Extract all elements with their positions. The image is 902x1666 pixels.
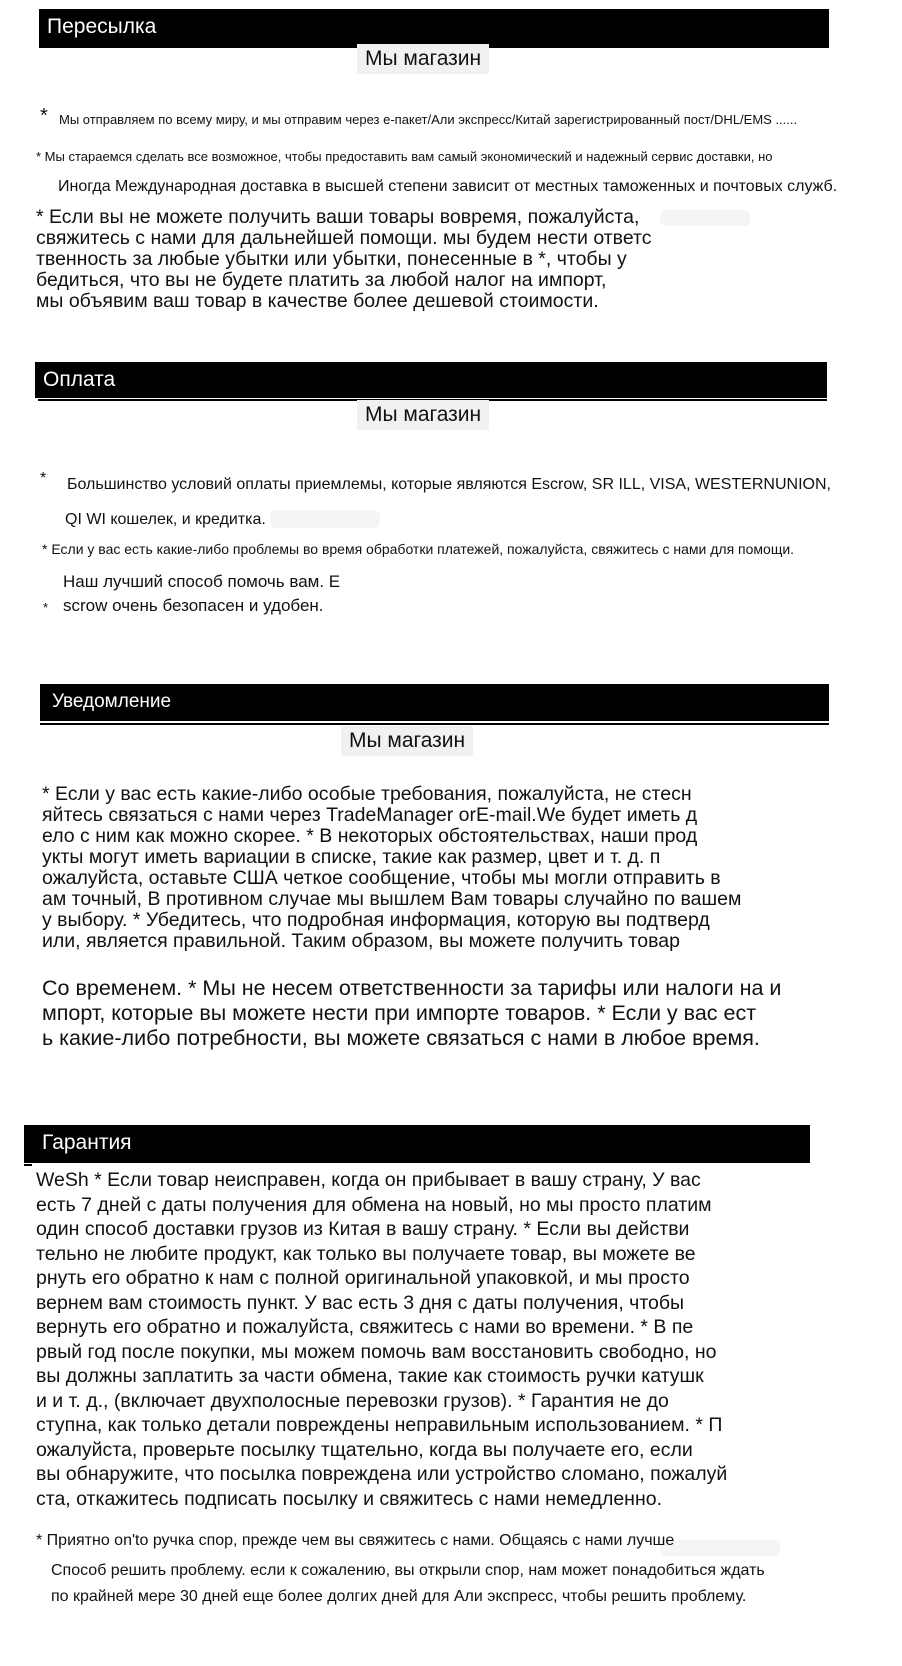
payment-line-2: QI WI кошелек, и кредитка. [65, 511, 266, 528]
text-line: тельно не любите продукт, как только вы получаете товар, вы можете ве [36, 1242, 696, 1265]
section-header-notice [40, 684, 829, 721]
text-line: один способ доставки грузов из Китая в вашу страну. * Если вы действи [36, 1218, 690, 1240]
section-header-guarantee [24, 1125, 810, 1163]
text-line: WeSh * Если товар неисправен, когда он прибывает в вашу страну, У вас [36, 1169, 701, 1191]
guarantee-line-1: * Приятно on'to ручка спор, прежде чем вы свяжитесь с нами. Общаясь с нами лучше [36, 1532, 675, 1549]
payment-line-5: scrow очень безопасен и удобен. [63, 596, 324, 615]
text-line: * Если вы не можете получить ваши товары вовремя, пожалуйста, [36, 206, 640, 228]
section-header-payment [35, 362, 827, 398]
payment-line-1: Большинство условий оплаты приемлемы, которые являются Escrow, SR ILL, VISA, WESTERNUNION, [67, 476, 831, 493]
guarantee-title: Гарантия [42, 1131, 132, 1154]
text-line: мы объявим ваш товар в качестве более дешевой стоимости. [36, 290, 599, 312]
shipping-line-1: Мы отправляем по всему миру, и мы отправим через е-пакет/Али экспресс/Китай зарегистрированный пост/DHL/EMS ...... [59, 112, 798, 127]
shipping-paragraph [36, 207, 651, 312]
text-line: вернем вам стоимость пункт. У вас есть 3 дня с даты получения, чтобы [36, 1291, 685, 1314]
shop-label: Мы магазин [357, 44, 489, 74]
payment-line-3: * Если у вас есть какие-либо проблемы во время обработки платежей, пожалуйста, свяжитесь с нами для помощи. [42, 541, 795, 557]
text-line: и и т. д., (включает двухполосные перевозки грузов). * Гарантия не до [36, 1389, 669, 1412]
text-line: бедиться, что вы не будете платить за любой налог на импорт, [36, 269, 607, 291]
divider [40, 723, 829, 725]
notice-paragraph-1 [42, 784, 741, 952]
text-line: вы должны заплатить за части обмена, такие как стоимость ручки катушк [36, 1365, 704, 1387]
shipping-line-2: * Мы стараемся сделать все возможное, чтобы предоставить вам самый экономический и надежный сервис доставки, но [36, 149, 773, 164]
text-line: или, является правильной. Таким образом, вы можете получить товар [42, 930, 680, 952]
text-line: рвый год после покупки, мы можем помочь вам восстановить свободно, но [36, 1340, 717, 1363]
scan-smudge [270, 510, 380, 528]
text-line: твенность за любые убытки или убытки, понесенные в *, чтобы у [36, 248, 627, 270]
text-line: мпорт, которые вы можете нести при импорте товаров. * Если у вас ест [42, 1001, 757, 1025]
text-line: ступна, как только детали повреждены неправильным использованием. * П [36, 1414, 723, 1436]
notice-title: Уведомление [52, 691, 172, 712]
text-line: ста, откажитесь подписать посылку и свяжитесь с нами немедленно. [36, 1487, 662, 1510]
notice-paragraph-2 [42, 976, 781, 1051]
guarantee-line-2: Способ решить проблему. если к сожалению, вы открыли спор, нам может понадобиться ждать [51, 1562, 765, 1579]
text-line: ожалуйста, оставьте США четкое сообщение, чтобы мы могли отправить в [42, 867, 721, 889]
shipping-title: Пересылка [47, 15, 157, 38]
text-line: укты могут иметь вариации в списке, такие как размер, цвет и т. д. п [42, 846, 661, 868]
bullet-star: * [40, 105, 48, 127]
scan-smudge [660, 1540, 780, 1556]
text-line: вы обнаружите, что посылка повреждена или устройство сломано, пожалуй [36, 1463, 728, 1485]
payment-line-4: Наш лучший способ помочь вам. Е [63, 572, 341, 591]
text-line: вернуть его обратно и пожалуйста, свяжитесь с нами во времени. * В пе [36, 1316, 694, 1338]
text-line: ело с ним как можно скорее. * В некоторых обстоятельствах, наши прод [42, 825, 698, 847]
scan-smudge [660, 210, 750, 226]
shop-label: Мы магазин [357, 400, 489, 430]
text-line: рнуть его обратно к нам с полной оригинальной упаковкой, и мы просто [36, 1267, 690, 1289]
shop-label: Мы магазин [341, 726, 473, 756]
shipping-line-3: Иногда Международная доставка в высшей степени зависит от местных таможенных и почтовых служб. [58, 178, 838, 195]
text-line: ам точный, В противном случае мы вышлем Вам товары случайно по вашем [42, 888, 742, 910]
payment-title: Оплата [43, 368, 116, 391]
text-line: ожалуйста, проверьте посылку тщательно, когда вы получаете его, если [36, 1438, 693, 1461]
text-line: яйтесь связаться с нами через TradeManager orE-mail.We будет иметь д [42, 804, 698, 826]
bullet-star: * [43, 600, 49, 615]
text-line: * Если у вас есть какие-либо особые требования, пожалуйста, не стесн [42, 783, 692, 805]
divider [24, 1164, 32, 1166]
text-line: ь какие-либо потребности, вы можете связаться с нами в любое время. [42, 1026, 760, 1050]
text-line: есть 7 дней с даты получения для обмена на новый, но мы просто платим [36, 1193, 712, 1216]
bullet-star: * [40, 470, 47, 487]
guarantee-paragraph [36, 1168, 727, 1511]
text-line: свяжитесь с нами для дальнейшей помощи. мы будем нести ответс [36, 227, 652, 249]
section-header-shipping [39, 9, 829, 46]
guarantee-line-3: по крайней мере 30 дней еще более долгих дней для Али экспресс, чтобы решить проблему. [51, 1588, 747, 1605]
text-line: у выбору. * Убедитесь, что подробная информация, которую вы подтверд [42, 909, 710, 931]
text-line: Со временем. * Мы не несем ответственности за тарифы или налоги на и [42, 976, 782, 1000]
